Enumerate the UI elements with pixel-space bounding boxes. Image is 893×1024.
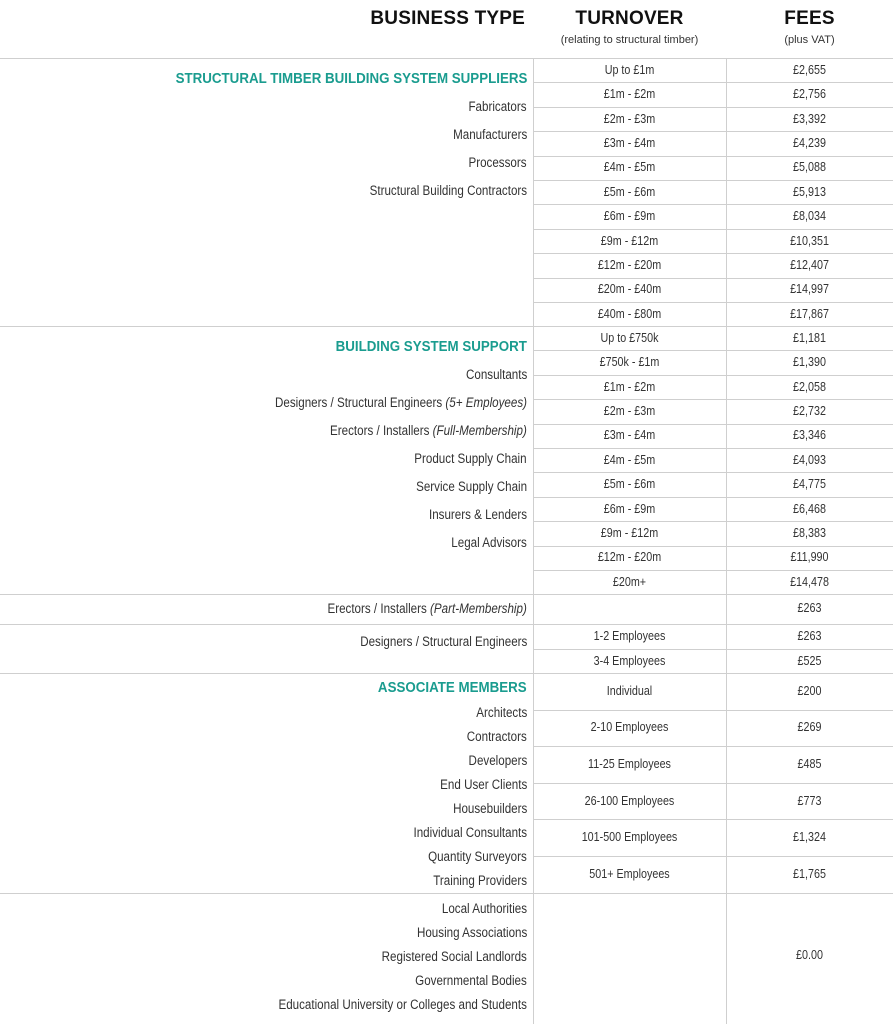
business-type-label: Insurers & Lenders: [428, 507, 527, 522]
fee-value: £2,655: [793, 62, 826, 77]
turnover-value: £1m - £2m: [603, 87, 656, 102]
category-heading-support: BUILDING SYSTEM SUPPORT: [335, 339, 527, 355]
row-divider: [533, 82, 893, 83]
business-type-label: Designers / Structural Engineers: [359, 634, 527, 649]
business-type-label: Individual Consultants: [413, 825, 527, 840]
turnover-value: £40m - £80m: [597, 306, 662, 321]
turnover-value: £4m - £5m: [603, 160, 656, 175]
turnover-value: £5m - £6m: [603, 184, 656, 199]
fee-value: £773: [797, 793, 822, 808]
fees-subheading: (plus VAT): [784, 34, 835, 46]
fees-heading: FEES: [784, 8, 835, 29]
section-divider: [0, 58, 893, 59]
business-type-label: Registered Social Landlords: [381, 949, 527, 964]
row-divider: [533, 350, 893, 351]
fee-value: £4,775: [793, 477, 826, 492]
turnover-subheading: (relating to structural timber): [560, 34, 699, 46]
column-divider: [726, 58, 727, 1024]
fee-value: £1,181: [793, 330, 826, 345]
turnover-value: £1m - £2m: [603, 379, 656, 394]
turnover-value: 101-500 Employees: [581, 830, 678, 845]
row-divider: [533, 204, 893, 205]
turnover-value: £2m - £3m: [603, 111, 656, 126]
row-divider: [533, 131, 893, 132]
business-type-label: Contractors: [466, 729, 527, 744]
business-type-label: Training Providers: [433, 873, 527, 888]
turnover-value: 3-4 Employees: [593, 654, 666, 668]
row-divider: [533, 375, 893, 376]
row-divider: [533, 399, 893, 400]
category-heading-structural: STRUCTURAL TIMBER BUILDING SYSTEM SUPPLIERS: [175, 71, 527, 87]
row-divider: [533, 107, 893, 108]
fee-value: £525: [797, 654, 822, 668]
fee-value: £200: [797, 683, 822, 698]
category-heading-associate: ASSOCIATE MEMBERS: [378, 680, 527, 696]
row-divider: [533, 783, 893, 784]
fee-value: £6,468: [793, 501, 826, 516]
fee-value: £1,765: [793, 866, 826, 881]
turnover-value: 501+ Employees: [589, 866, 670, 881]
business-type-label: Service Supply Chain: [415, 479, 527, 494]
turnover-heading: TURNOVER: [575, 8, 684, 29]
business-type-label: Housebuilders: [452, 801, 527, 816]
business-type-label: Structural Building Contractors: [369, 183, 527, 198]
turnover-value: 2-10 Employees: [590, 720, 669, 735]
fee-value: £8,034: [793, 209, 826, 224]
row-divider: [533, 521, 893, 522]
fee-value: £485: [797, 757, 822, 771]
row-divider: [533, 472, 893, 473]
turnover-value: £6m - £9m: [603, 501, 656, 516]
turnover-value: Up to £1m: [604, 62, 655, 77]
business-type-label: Fabricators: [468, 99, 527, 114]
fee-value: £4,093: [793, 452, 826, 467]
fee-value: £5,088: [793, 160, 826, 175]
column-divider: [533, 58, 534, 1024]
fee-value: £0.00: [796, 948, 823, 962]
turnover-value: Up to £750k: [600, 330, 659, 345]
turnover-value: £3m - £4m: [603, 135, 656, 150]
row-divider: [533, 546, 893, 547]
fee-value: £263: [797, 601, 822, 615]
section-divider: [0, 893, 893, 894]
section-divider: [0, 326, 893, 327]
business-type-label: Designers / Structural Engineers (5+ Employees): [275, 395, 527, 410]
business-type-label: Governmental Bodies: [415, 973, 527, 988]
fee-value: £8,383: [793, 525, 826, 540]
business-type-label: Architects: [476, 705, 527, 720]
turnover-value: £6m - £9m: [603, 209, 656, 224]
row-divider: [533, 710, 893, 711]
row-divider: [533, 229, 893, 230]
fee-value: £3,392: [793, 111, 826, 126]
fee-value: £1,324: [793, 830, 826, 845]
business-type-heading: BUSINESS TYPE: [370, 8, 525, 29]
business-type-label: Educational University or Colleges and Students: [278, 997, 527, 1012]
fee-value: £12,407: [790, 257, 829, 272]
fee-value: £3,346: [793, 428, 826, 443]
business-type-label: Manufacturers: [452, 127, 527, 142]
turnover-value: £12m - £20m: [597, 257, 662, 272]
fee-value: £10,351: [790, 233, 829, 248]
fee-value: £263: [797, 629, 822, 643]
section-divider: [0, 624, 893, 625]
business-type-label: Consultants: [465, 367, 527, 382]
section-divider: [0, 594, 893, 595]
turnover-value: £20m - £40m: [597, 282, 662, 297]
fee-value: £2,058: [793, 379, 826, 394]
fee-value: £11,990: [790, 550, 829, 565]
turnover-value: 1-2 Employees: [593, 629, 666, 643]
turnover-value: 26-100 Employees: [584, 793, 675, 808]
turnover-value: £20m+: [612, 574, 647, 589]
turnover-value: £5m - £6m: [603, 477, 656, 492]
business-type-label: Quantity Surveyors: [428, 849, 527, 864]
business-type-label: End User Clients: [439, 777, 527, 792]
fee-value: £2,756: [793, 87, 826, 102]
row-divider: [533, 746, 893, 747]
fee-value: £269: [797, 720, 822, 735]
turnover-value: 11-25 Employees: [588, 757, 671, 771]
turnover-value: £2m - £3m: [603, 403, 656, 418]
row-divider: [533, 570, 893, 571]
business-type-label: Erectors / Installers (Part-Membership): [327, 601, 527, 616]
turnover-value: Individual: [606, 683, 653, 698]
business-type-label: Product Supply Chain: [414, 451, 527, 466]
row-divider: [533, 819, 893, 820]
turnover-value: £3m - £4m: [603, 428, 656, 443]
row-divider: [533, 424, 893, 425]
row-divider: [533, 278, 893, 279]
fee-value: £17,867: [790, 306, 829, 321]
business-type-label: Local Authorities: [441, 901, 527, 916]
section-divider: [533, 649, 893, 650]
fee-value: £1,390: [793, 355, 826, 370]
business-type-label: Housing Associations: [416, 925, 527, 940]
row-divider: [533, 856, 893, 857]
section-divider: [0, 673, 893, 674]
business-type-label: Developers: [468, 753, 527, 768]
row-divider: [533, 497, 893, 498]
table-header: [0, 0, 893, 58]
business-type-label: Processors: [468, 155, 527, 170]
turnover-value: £750k - £1m: [599, 355, 660, 370]
row-divider: [533, 180, 893, 181]
fee-value: £5,913: [793, 184, 826, 199]
row-divider: [533, 253, 893, 254]
turnover-value: £9m - £12m: [600, 525, 659, 540]
fee-value: £2,732: [793, 403, 826, 418]
fee-value: £14,997: [790, 282, 829, 297]
turnover-value: £4m - £5m: [603, 452, 656, 467]
business-type-label: Erectors / Installers (Full-Membership): [330, 423, 527, 438]
business-type-label: Legal Advisors: [451, 535, 527, 550]
fee-value: £14,478: [790, 574, 829, 589]
turnover-value: £12m - £20m: [597, 550, 662, 565]
row-divider: [533, 156, 893, 157]
fee-value: £4,239: [793, 135, 826, 150]
turnover-value: £9m - £12m: [600, 233, 659, 248]
row-divider: [533, 302, 893, 303]
row-divider: [533, 448, 893, 449]
